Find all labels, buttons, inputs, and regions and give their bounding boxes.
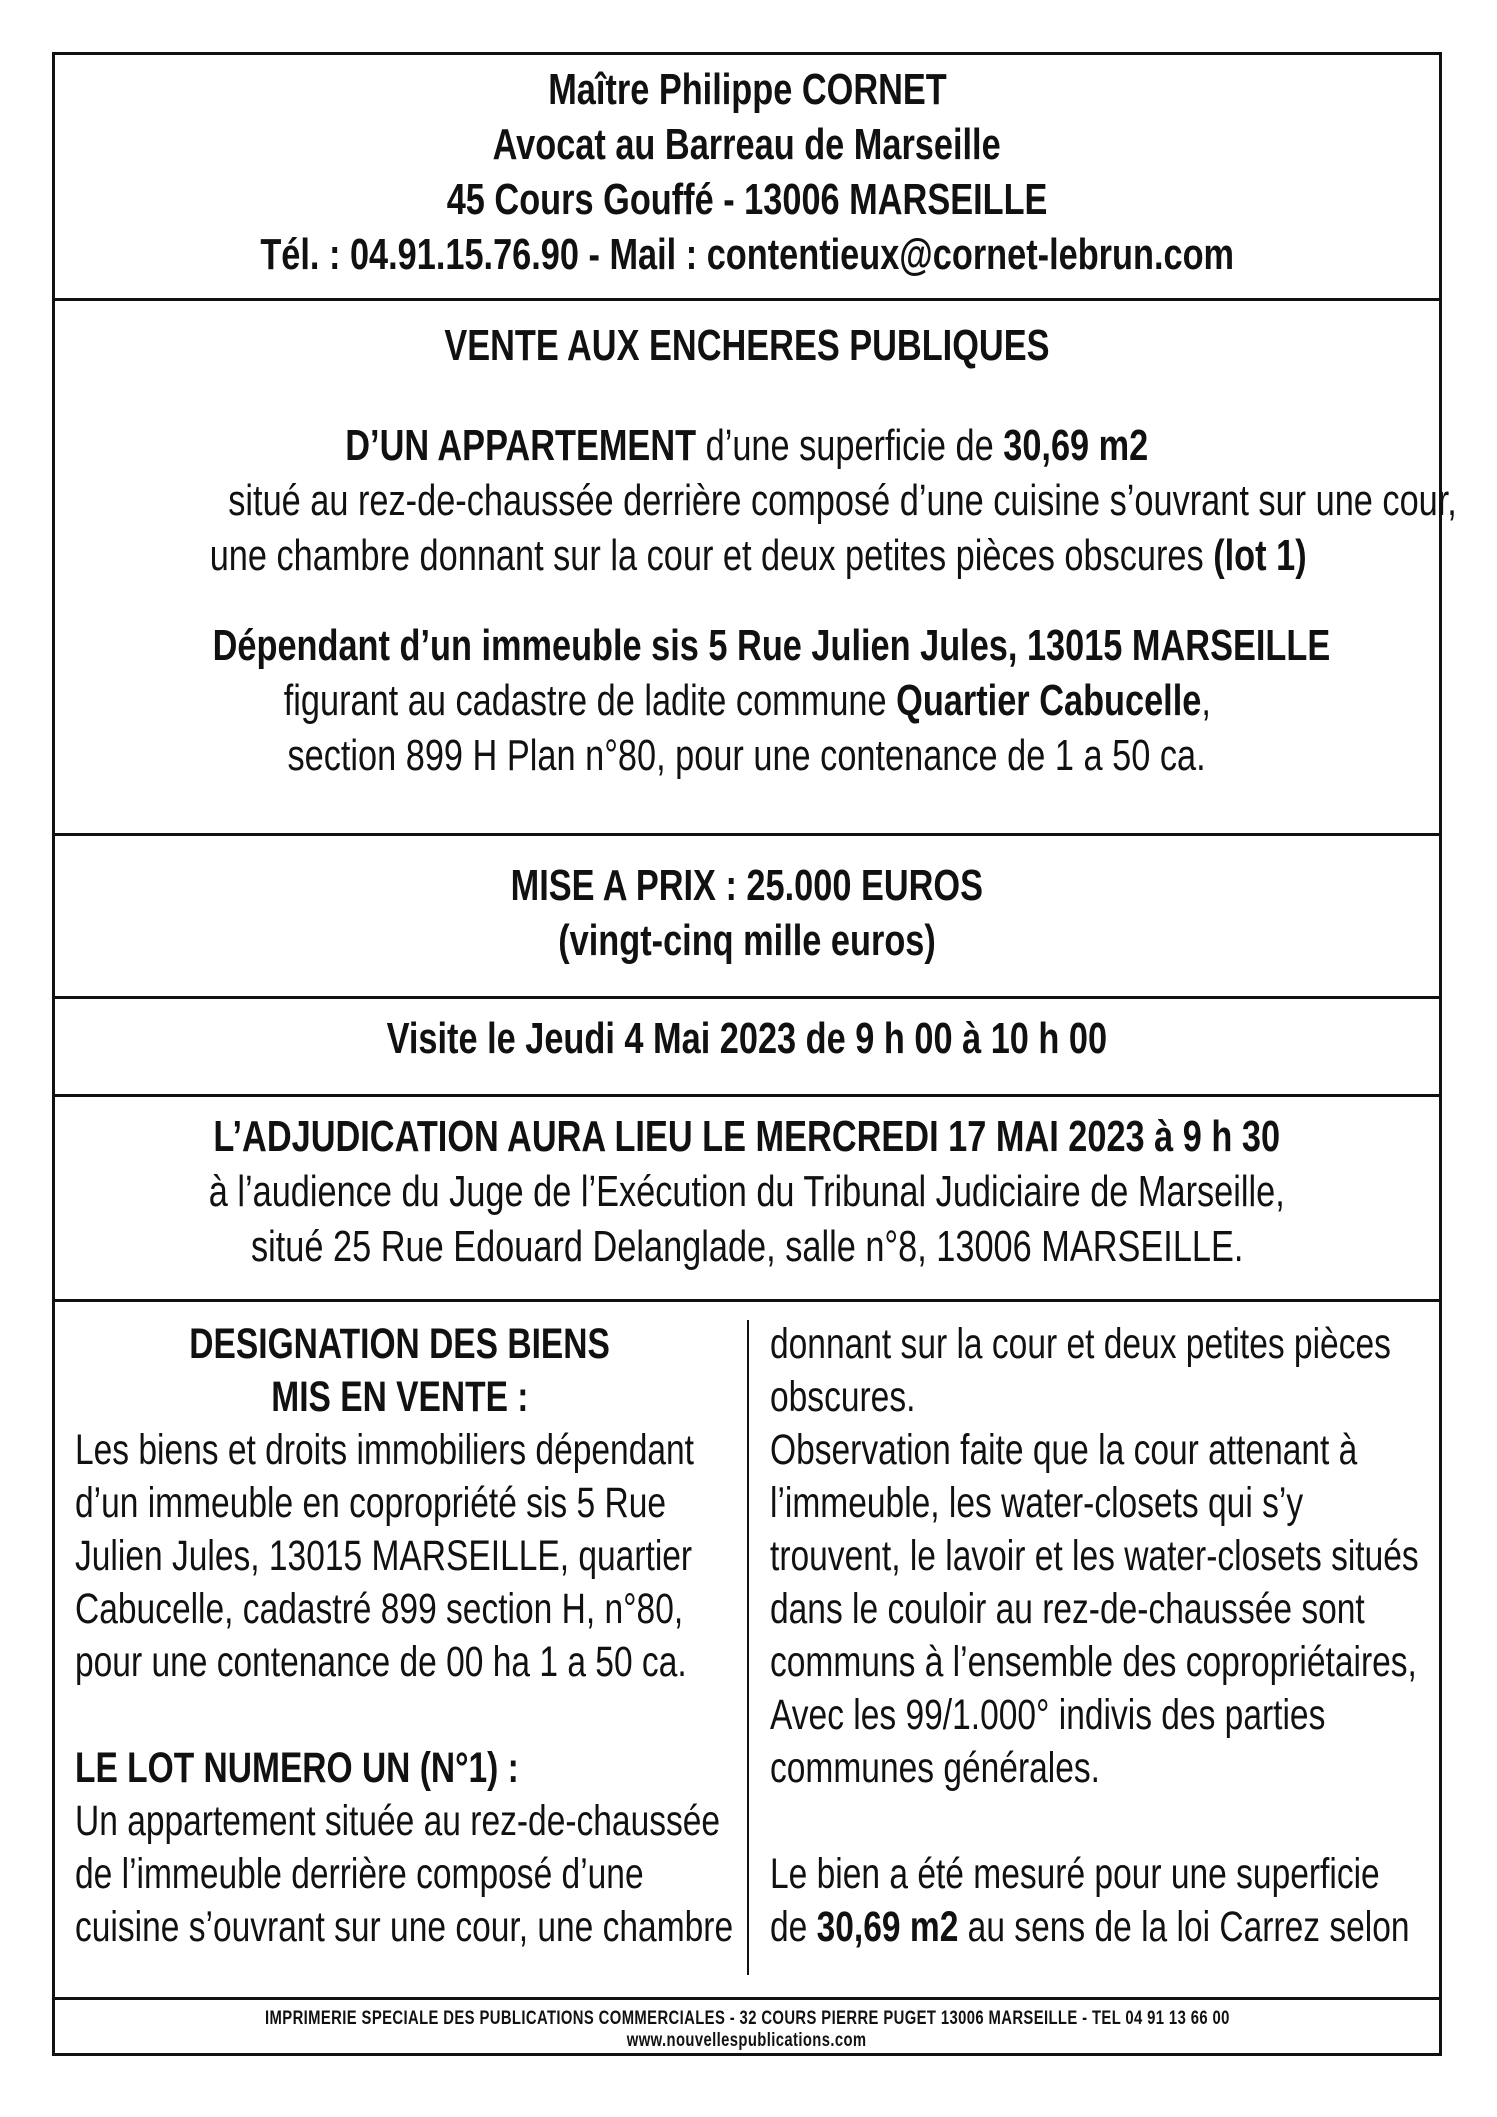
printer-website: www.nouvellespublications.com — [627, 2030, 867, 2051]
carrez-text: de — [770, 1903, 817, 1951]
designation-heading-2: MIS EN VENTE : — [271, 1373, 529, 1421]
designation-columns — [55, 1302, 1439, 1992]
court-info: à l’audience du Juge de l’Exécution du Tribunal Judiciaire de Marseille, — [208, 1167, 1286, 1216]
observation-text: communs à l’ensemble des copropriétaires, — [770, 1638, 1417, 1686]
lot-label: (lot 1) — [1213, 531, 1307, 580]
observation-text: Observation faite que la cour attenant à — [770, 1426, 1358, 1474]
lot-text: de l’immeuble derrière composé d’une — [75, 1850, 644, 1898]
designation-heading: DESIGNATION DES BIENS — [189, 1320, 611, 1368]
observation-text: l’immeuble, les water-closets qui s’y — [770, 1479, 1304, 1527]
lawyer-contact: Tél. : 04.91.15.76.90 - Mail : contentieux@cornet-lebrun.com — [260, 230, 1234, 279]
designation-text: Julien Jules, 13015 MARSEILLE, quartier — [75, 1532, 693, 1580]
lawyer-address: 45 Cours Gouffé - 13006 MARSEILLE — [446, 175, 1048, 224]
area-text: d’une superficie de — [696, 421, 1004, 470]
adjudication-section — [55, 1097, 1439, 1297]
lawyer-header — [55, 55, 1439, 298]
quartier-name: Quartier Cabucelle — [895, 676, 1202, 725]
lot-heading: LE LOT NUMERO UN (N°1) : — [75, 1744, 519, 1792]
adjudication-date: L’ADJUDICATION AURA LIEU LE MERCREDI 17 MAI 2023 à 9 h 30 — [213, 1112, 1281, 1161]
property-type: D’UN APPARTEMENT — [345, 421, 697, 470]
right-column — [770, 1318, 1420, 1954]
left-column — [75, 1318, 734, 1954]
designation-text: d’un immeuble en copropriété sis 5 Rue — [75, 1479, 666, 1527]
lot-text: Un appartement située au rez-de-chaussée — [75, 1797, 721, 1845]
designation-text: Cabucelle, cadastré 899 section H, n°80, — [75, 1585, 684, 1633]
designation-text: Les biens et droits immobiliers dépendant — [75, 1426, 694, 1474]
carrez-text: au sens de la loi Carrez selon — [958, 1903, 1410, 1951]
visit-date: Visite le Jeudi 4 Mai 2023 de 9 h 00 à 10 h 00 — [386, 1014, 1108, 1063]
column-divider — [747, 1320, 749, 1975]
lot-text: donnant sur la cour et deux petites pièces — [770, 1320, 1391, 1368]
price-section — [55, 836, 1439, 996]
area-value: 30,69 m2 — [1003, 421, 1149, 470]
lot-text: cuisine s’ouvrant sur une cour, une chambre — [75, 1903, 734, 1951]
designation-text: pour une contenance de 00 ha 1 a 50 ca. — [75, 1638, 687, 1686]
starting-price-words: (vingt-cinq mille euros) — [558, 916, 936, 965]
cadastre-section: section 899 H Plan n°80, pour une contenance de 1 a 50 ca. — [287, 731, 1207, 780]
lot-text: obscures. — [770, 1373, 916, 1421]
printer-footer — [55, 2000, 1439, 2056]
observation-text: communes générales. — [770, 1744, 1100, 1792]
visit-section — [55, 999, 1439, 1094]
carrez-area: 30,69 m2 — [816, 1903, 959, 1951]
legal-notice-frame — [52, 52, 1457, 2056]
printer-info: IMPRIMERIE SPECIALE DES PUBLICATIONS COMMERCIALES - 32 COURS PIERRE PUGET 13006 MARSEILLE - TEL 04 91 13 66 00 — [264, 2008, 1230, 2029]
starting-price: MISE A PRIX : 25.000 EUROS — [510, 861, 984, 910]
court-address: situé 25 Rue Edouard Delanglade, salle n°8, 13006 MARSEILLE. — [250, 1222, 1244, 1271]
property-description-2: une chambre donnant sur la cour et deux petites pièces obscures — [209, 531, 1214, 580]
sale-section — [55, 301, 1457, 881]
observation-text: Avec les 99/1.000° indivis des parties — [770, 1691, 1326, 1739]
carrez-text: Le bien a été mesuré pour une superficie — [770, 1850, 1380, 1898]
observation-text: dans le couloir au rez-de-chaussée sont — [770, 1585, 1365, 1633]
punctuation: , — [1201, 676, 1211, 725]
lawyer-title: Avocat au Barreau de Marseille — [492, 120, 1002, 169]
building-address: Dépendant d’un immeuble sis 5 Rue Julien Jules, 13015 MARSEILLE — [212, 621, 1331, 670]
lawyer-name: Maître Philippe CORNET — [547, 65, 947, 114]
cadastre-text: figurant au cadastre de ladite commune — [283, 676, 896, 725]
sale-heading: VENTE AUX ENCHERES PUBLIQUES — [444, 321, 1050, 370]
observation-text: trouvent, le lavoir et les water-closets situés — [770, 1532, 1419, 1580]
property-description: situé au rez-de-chaussée derrière composé d’une cuisine s’ouvrant sur une cour, — [228, 476, 1457, 525]
